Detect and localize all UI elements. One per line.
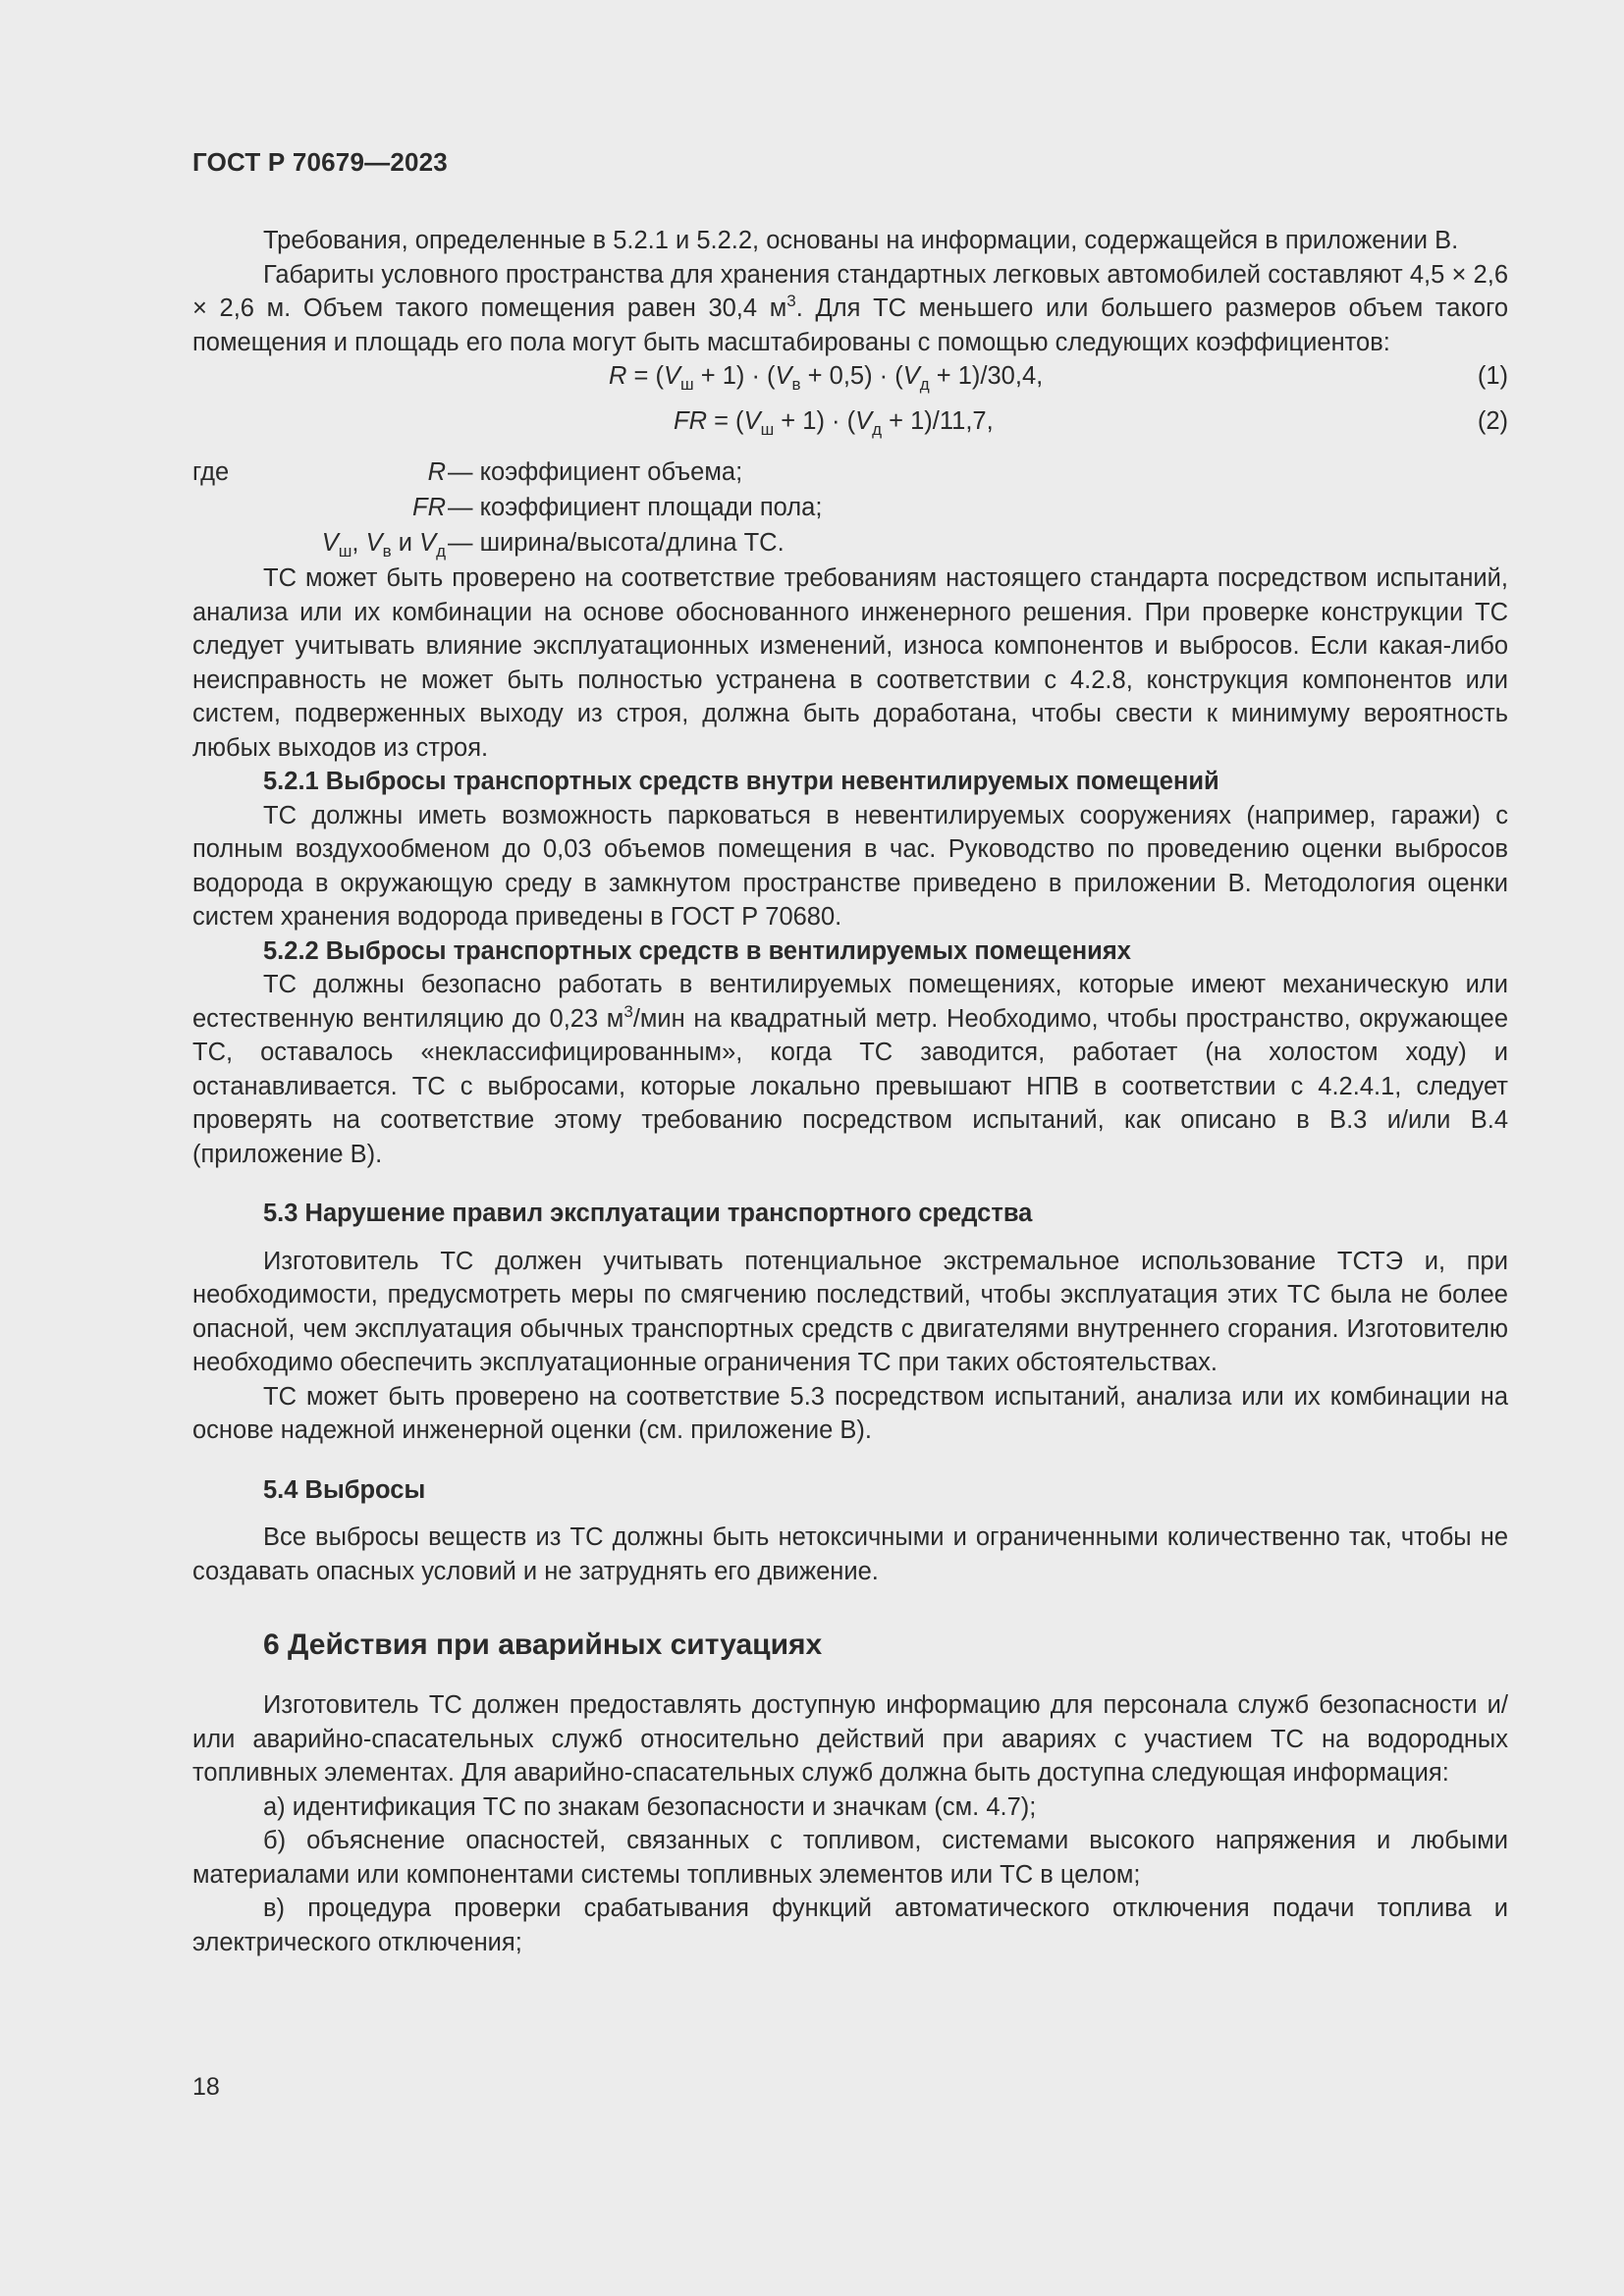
section-5-2-2-text: ТС должны безопасно работать в вентилируемых помещениях, которые имеют механическую или естественную вентиляцию до 0,23 $м^3$/мин на квадратный метр. Необходимо, чтобы пространство, окружающее ТС, оставалось «неклассифицированным», когда ТС заводится, работает (на холостом ходу) и останавливается. ТС с выбросами, которые локально превышают НПВ в соответствии с 4.2.4.1, следует проверять на соответствие этому требованию посредством испытаний, как описано в В.3 и/или В.4 (приложение В). — [192, 971, 1509, 1168]
section-6-paragraph: Изготовитель ТС должен предоставлять доступную информацию для персонала служб безопасности и/или аварийно-спасательных служб относительно действий при авариях с участием ТС на водородных топливных элементах. Для аварийно-спасательных служб должна быть доступна следующая информация: — [192, 1691, 1508, 1787]
definition-dimensions: $V_ш$, $V_в$ и $V_д$ — ширина/высота/длина ТС. — [321, 529, 785, 561]
intro-paragraph-2: Габариты условного пространства для хранения стандартных легковых автомобилей составляют 4,5 × 2,6 × 2,6 м. Объем такого помещения равен 30,4 $м^3$. Для ТС меньшего или большего размеров объем такого помещения и площадь его пола могут быть масштабированы с помощью следующих коэффициентов: — [192, 260, 1509, 356]
document-header: ГОСТ Р 70679—2023 — [192, 147, 448, 177]
section-6-title: 6 Действия при аварийных ситуациях — [263, 1629, 823, 1661]
section-5-3-paragraph-2: ТС может быть проверено на соответствие 5.3 посредством испытаний, анализа или их комбинации на основе надежной инженерной оценки (см. приложение В). — [192, 1382, 1508, 1444]
formula-1: $R = (V_ш + 1) \cdot (V_в + 0,5) \cdot (V_д + 1)/30,4$, (1) — [192, 359, 1508, 404]
definition-fr: FR — коэффициент площади пола; — [412, 494, 823, 521]
verification-paragraph: ТС может быть проверено на соответствие требованиям настоящего стандарта посредством испытаний, анализа или их комбинации на основе обоснованного инженерного решения. При проверке конструкции ТС следует учитывать влияние эксплуатационных изменений, износа компонентов и выбросов. Если какая-либо неисправность не может быть полностью устранена в соответствии с 4.2.8, конструкция компонентов или систем, подверженных выходу из строя, должна быть доработана, чтобы свести к минимуму вероятность любых выходов из строя. — [192, 564, 1508, 762]
definition-r: где R — коэффициент объема; — [192, 458, 743, 486]
section-5-4-title: 5.4 Выбросы — [263, 1475, 426, 1504]
section-5-2-1-title: 5.2.1 Выбросы транспортных средств внутри невентилируемых помещений — [263, 768, 1219, 795]
section-5-2-1-text: ТС должны иметь возможность парковаться в невентилируемых сооружениях (например, гаражи) с полным воздухообменом до 0,03 объемов помещения в час. Руководство по проведению оценки выбросов водорода в окружающую среду в замкнутом пространстве приведено в приложении В. Методология оценки систем хранения водорода приведены в ГОСТ Р 70680. — [192, 801, 1508, 931]
formula-2: FR = $(V_ш + 1) \cdot (V_д + 1)/11,7$, (2) — [192, 404, 1508, 450]
list-item-a: а) идентификация ТС по знакам безопасности и значкам (см. 4.7); — [263, 1792, 1037, 1821]
formula-2-number: (2) — [1477, 407, 1508, 435]
formula-1-number: (1) — [1477, 362, 1508, 390]
page-number: 18 — [192, 2073, 220, 2101]
definitions-list — [192, 455, 1508, 561]
section-5-2-2-title: 5.2.2 Выбросы транспортных средств в вентилируемых помещениях — [263, 936, 1131, 965]
list-item-b: б) объяснение опасностей, связанных с топливом, системами высокого напряжения и любыми материалами или компонентами системы топливных элементов или ТС в целом; — [192, 1827, 1508, 1889]
document-body — [192, 224, 1508, 1959]
section-5-4-paragraph: Все выбросы веществ из ТС должны быть нетоксичными и ограниченными количественно так, чтобы не создавать опасных условий и не затруднять его движение. — [192, 1523, 1508, 1585]
section-5-3-title: 5.3 Нарушение правил эксплуатации транспортного средства — [263, 1200, 1033, 1227]
list-item-c: в) процедура проверки срабатывания функций автоматического отключения подачи топлива и электрического отключения; — [192, 1895, 1508, 1956]
section-5-3-paragraph-1: Изготовитель ТС должен учитывать потенциальное экстремальное использование ТСТЭ и, при необходимости, предусмотреть меры по смягчению последствий, чтобы эксплуатация этих ТС была не более опасной, чем эксплуатация обычных транспортных средств с двигателями внутреннего сгорания. Изготовителю необходимо обеспечить эксплуатационные ограничения ТС при таких обстоятельствах. — [192, 1247, 1508, 1376]
intro-paragraph-1: Требования, определенные в 5.2.1 и 5.2.2, основаны на информации, содержащейся в приложении В. — [263, 227, 1459, 254]
